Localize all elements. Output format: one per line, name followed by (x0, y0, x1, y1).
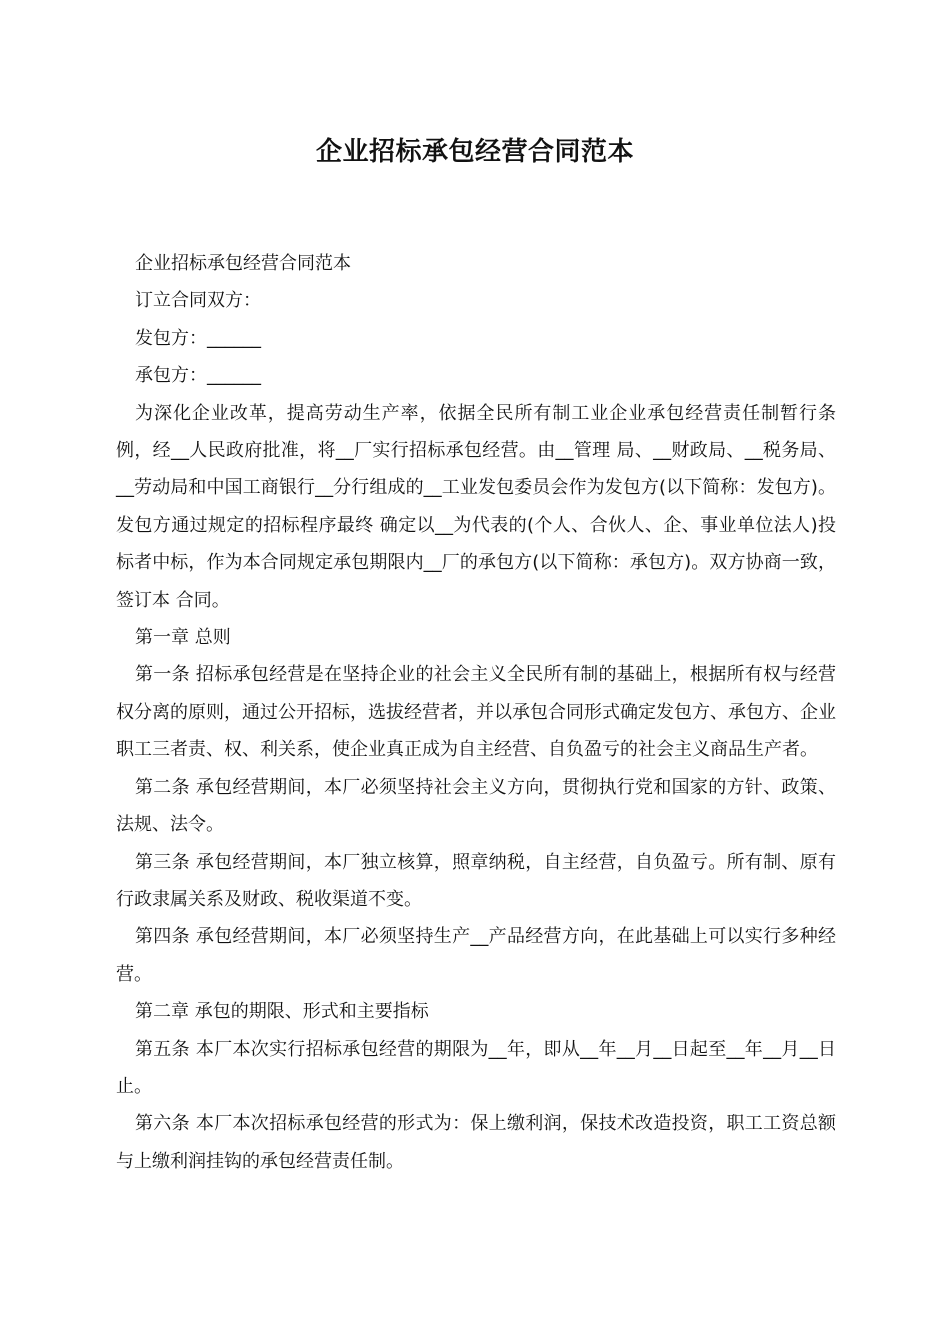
chapter-heading: 第一章 总则 (135, 627, 231, 649)
document-title: 企业招标承包经营合同范本 (315, 137, 634, 167)
contractor-line: 承包方：______ (135, 365, 261, 387)
article-paragraph: 第四条 承包经营期间，本厂必须坚持生产__产品经营方向，在此基础上可以实行多种经营。 (116, 926, 836, 985)
article-paragraph: 第二条 承包经营期间，本厂必须坚持社会主义方向，贯彻执行党和国家的方针、政策、法规、法令。 (116, 776, 836, 836)
article-paragraph: 第五条 本厂本次实行招标承包经营的期限为__年，即从__年__月__日起至__年__月__日止。 (116, 1038, 836, 1097)
chapter-heading: 第二章 承包的期限、形式和主要指标 (135, 1001, 429, 1023)
preamble-paragraph: 为深化企业改革，提高劳动生产率，依据全民所有制工业企业承包经营责任制暂行条例，经__人民政府批准，将__厂实行招标承包经营。由__管理 局、__财政局、__税务局、__劳动局和中国工商银行__分行组成的__工业发包委员会作为发包方(以下简称：发包方)。发包方通过规定的招标程序最终 确定以__为代表的(个人、合伙人、企、事业单位法人)投标者中标，作为本合同规定承包期限内__厂的承包方(以下简称：承包方)。双方协商一致，签订本 合同。 (116, 402, 836, 611)
article-paragraph: 第三条 承包经营期间，本厂独立核算，照章纳税，自主经营，自负盈亏。所有制、原有行政隶属关系及财政、税收渠道不变。 (116, 851, 836, 910)
subtitle-paragraph: 企业招标承包经营合同范本 (135, 253, 351, 274)
parties-heading: 订立合同双方： (135, 290, 261, 312)
article-paragraph: 第六条 本厂本次招标承包经营的形式为：保上缴利润，保技术改造投资，职工工资总额与上缴利润挂钩的承包经营责任制。 (116, 1113, 836, 1172)
document-body (116, 245, 836, 1180)
article-paragraph: 第一条 招标承包经营是在坚持企业的社会主义全民所有制的基础上，根据所有权与经营权分离的原则，通过公开招标，选拔经营者，并以承包合同形式确定发包方、承包方、企业职工三者责、权、利关系，使企业真正成为自主经营、自负盈亏的社会主义商品生产者。 (116, 664, 836, 761)
issuer-line: 发包方：______ (135, 327, 261, 349)
